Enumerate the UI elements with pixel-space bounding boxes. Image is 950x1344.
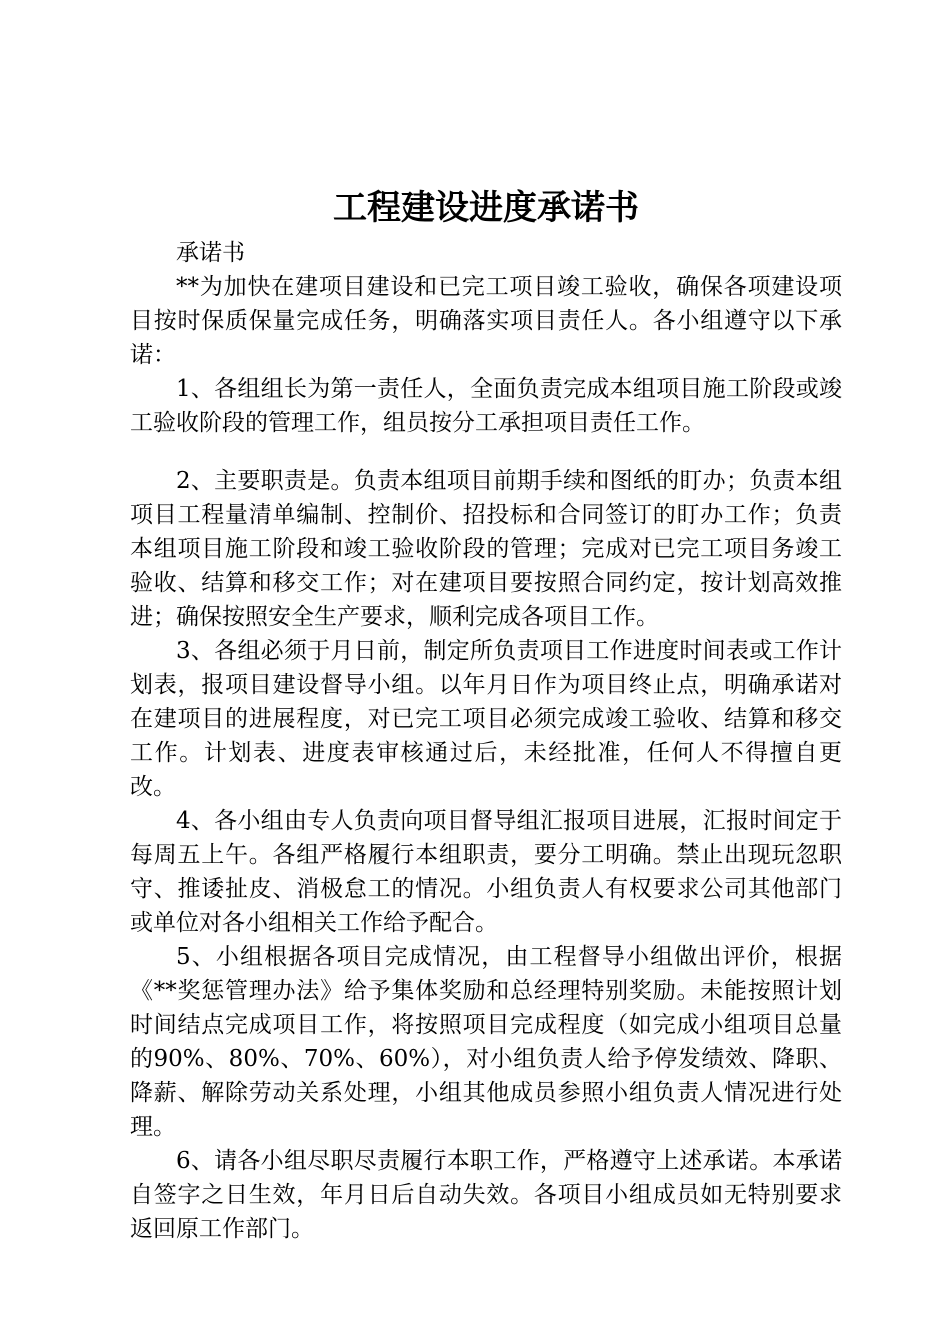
paragraph-item-6: 6、请各小组尽职尽责履行本职工作，严格遵守上述承诺。本承诺自签字之日生效，年月日后自动失效。各项目小组成员如无特别要求返回原工作部门。 xyxy=(130,1148,842,1242)
paragraph-item-4: 4、各小组由专人负责向项目督导组汇报项目进展，汇报时间定于每周五上午。各组严格履行本组职责，要分工明确。禁止出现玩忽职守、推诿扯皮、消极怠工的情况。小组负责人有权要求公司其他部门或单位对各小组相关工作给予配合。 xyxy=(130,808,842,936)
paragraph-item-3: 3、各组必须于月日前，制定所负责项目工作进度时间表或工作计划表，报项目建设督导小组。以年月日作为项目终止点，明确承诺对在建项目的进展程度，对已完工项目必须完成竣工验收、结算和移交工作。计划表、进度表审核通过后，未经批准，任何人不得擅自更改。 xyxy=(130,638,842,800)
paragraph-heading: 承诺书 xyxy=(176,240,245,266)
paragraph-item-1: 1、各组组长为第一责任人，全面负责完成本组项目施工阶段或竣工验收阶段的管理工作，组员按分工承担项目责任工作。 xyxy=(130,376,842,436)
document-body xyxy=(130,236,842,1246)
paragraph-intro: **为加快在建项目建设和已完工项目竣工验收，确保各项建设项目按时保质保量完成任务，明确落实项目责任人。各小组遵守以下承诺： xyxy=(130,274,842,368)
paragraph-item-5: 5、小组根据各项目完成情况，由工程督导小组做出评价，根据《**奖惩管理办法》给予集体奖励和总经理特别奖励。未能按照计划时间结点完成项目工作，将按照项目完成程度（如完成小组项目总量的90%、80%、70%、60%），对小组负责人给予停发绩效、降职、降薪、解除劳动关系处理，小组其他成员参照小组负责人情况进行处理。 xyxy=(130,944,842,1140)
paragraph-item-2: 2、主要职责是。负责本组项目前期手续和图纸的盯办；负责本组项目工程量清单编制、控制价、招投标和合同签订的盯办工作；负责本组项目施工阶段和竣工验收阶段的管理；完成对已完工项目务竣工验收、结算和移交工作；对在建项目要按照合同约定，按计划高效推进；确保按照安全生产要求，顺利完成各项目工作。 xyxy=(130,468,842,630)
document-title: 工程建设进度承诺书 xyxy=(333,188,639,228)
